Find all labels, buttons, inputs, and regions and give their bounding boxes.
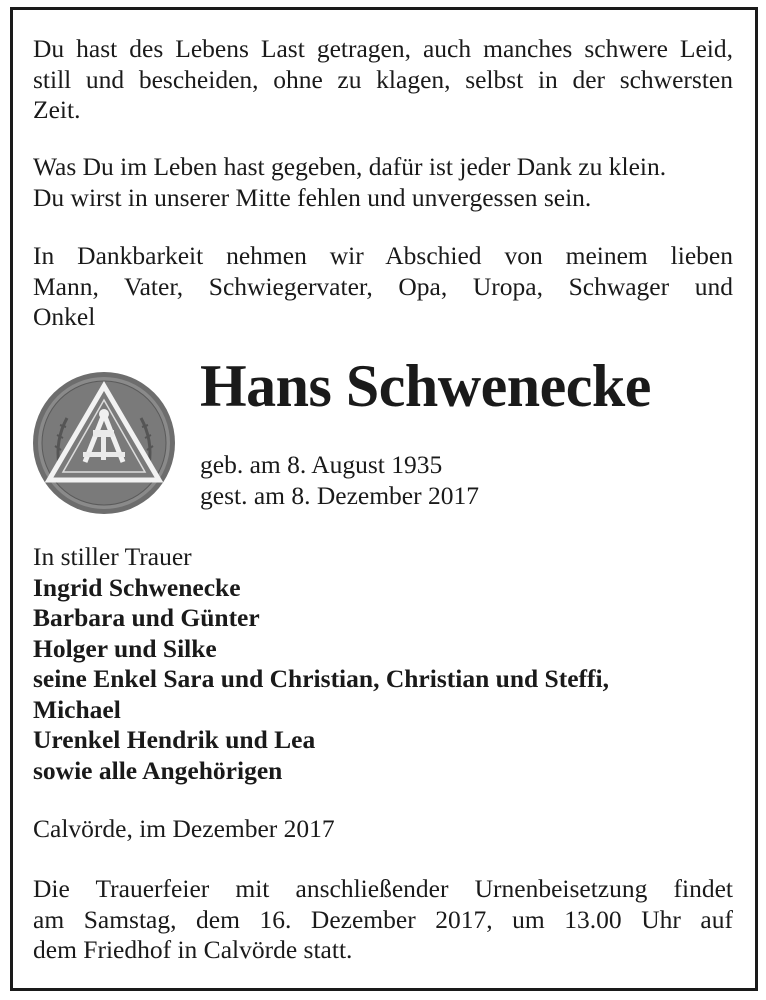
poem-stanza-2 — [33, 152, 666, 213]
ceremony-paragraph — [33, 874, 733, 966]
farewell-line: Mann, Vater, Schwiegervater, Opa, Uropa, Schwager und — [33, 271, 733, 301]
poem-stanza-1 — [33, 34, 733, 126]
mourners-intro: In stiller Trauer — [33, 542, 192, 571]
ceremony-line: dem Friedhof in Calvörde statt. — [33, 935, 353, 964]
poem-line: Zeit. — [33, 95, 81, 124]
birth-date: geb. am 8. August 1935 — [200, 450, 443, 479]
mourner-name: Barbara und Günter — [33, 603, 260, 632]
deceased-name: Hans Schwenecke — [200, 353, 651, 419]
mourner-name: sowie alle Angehörigen — [33, 755, 283, 785]
mourner-name: Urenkel Hendrik und Lea — [33, 725, 316, 754]
poem-line: Du hast des Lebens Last getragen, auch manches schwere Leid, — [33, 34, 733, 63]
ceremony-line: am Samstag, dem 16. Dezember 2017, um 13.00 Uhr auf — [33, 904, 733, 934]
poem-line: still und bescheiden, ohne zu klagen, selbst in der schwersten — [33, 64, 733, 94]
ceremony-line: Die Trauerfeier mit anschließender Urnenbeisetzung findet — [33, 874, 733, 903]
death-date: gest. am 8. Dezember 2017 — [200, 480, 479, 510]
poem-line: Du wirst in unserer Mitte fehlen und unvergessen sein. — [33, 182, 592, 212]
masonic-compass-emblem-icon — [31, 370, 177, 516]
mourner-name: Ingrid Schwenecke — [33, 572, 241, 602]
place-date: Calvörde, im Dezember 2017 — [33, 814, 335, 843]
life-dates — [200, 450, 479, 511]
mourner-name: seine Enkel Sara und Christian, Christian und Steffi, — [33, 664, 609, 693]
farewell-line: In Dankbarkeit nehmen wir Abschied von meinem lieben — [33, 241, 733, 270]
poem-line: Was Du im Leben hast gegeben, dafür ist jeder Dank zu klein. — [33, 152, 667, 181]
mourner-name: Michael — [33, 694, 121, 724]
mourner-name: Holger und Silke — [33, 633, 217, 663]
farewell-paragraph — [33, 241, 733, 333]
farewell-line: Onkel — [33, 302, 96, 331]
mourners-block — [33, 542, 609, 786]
